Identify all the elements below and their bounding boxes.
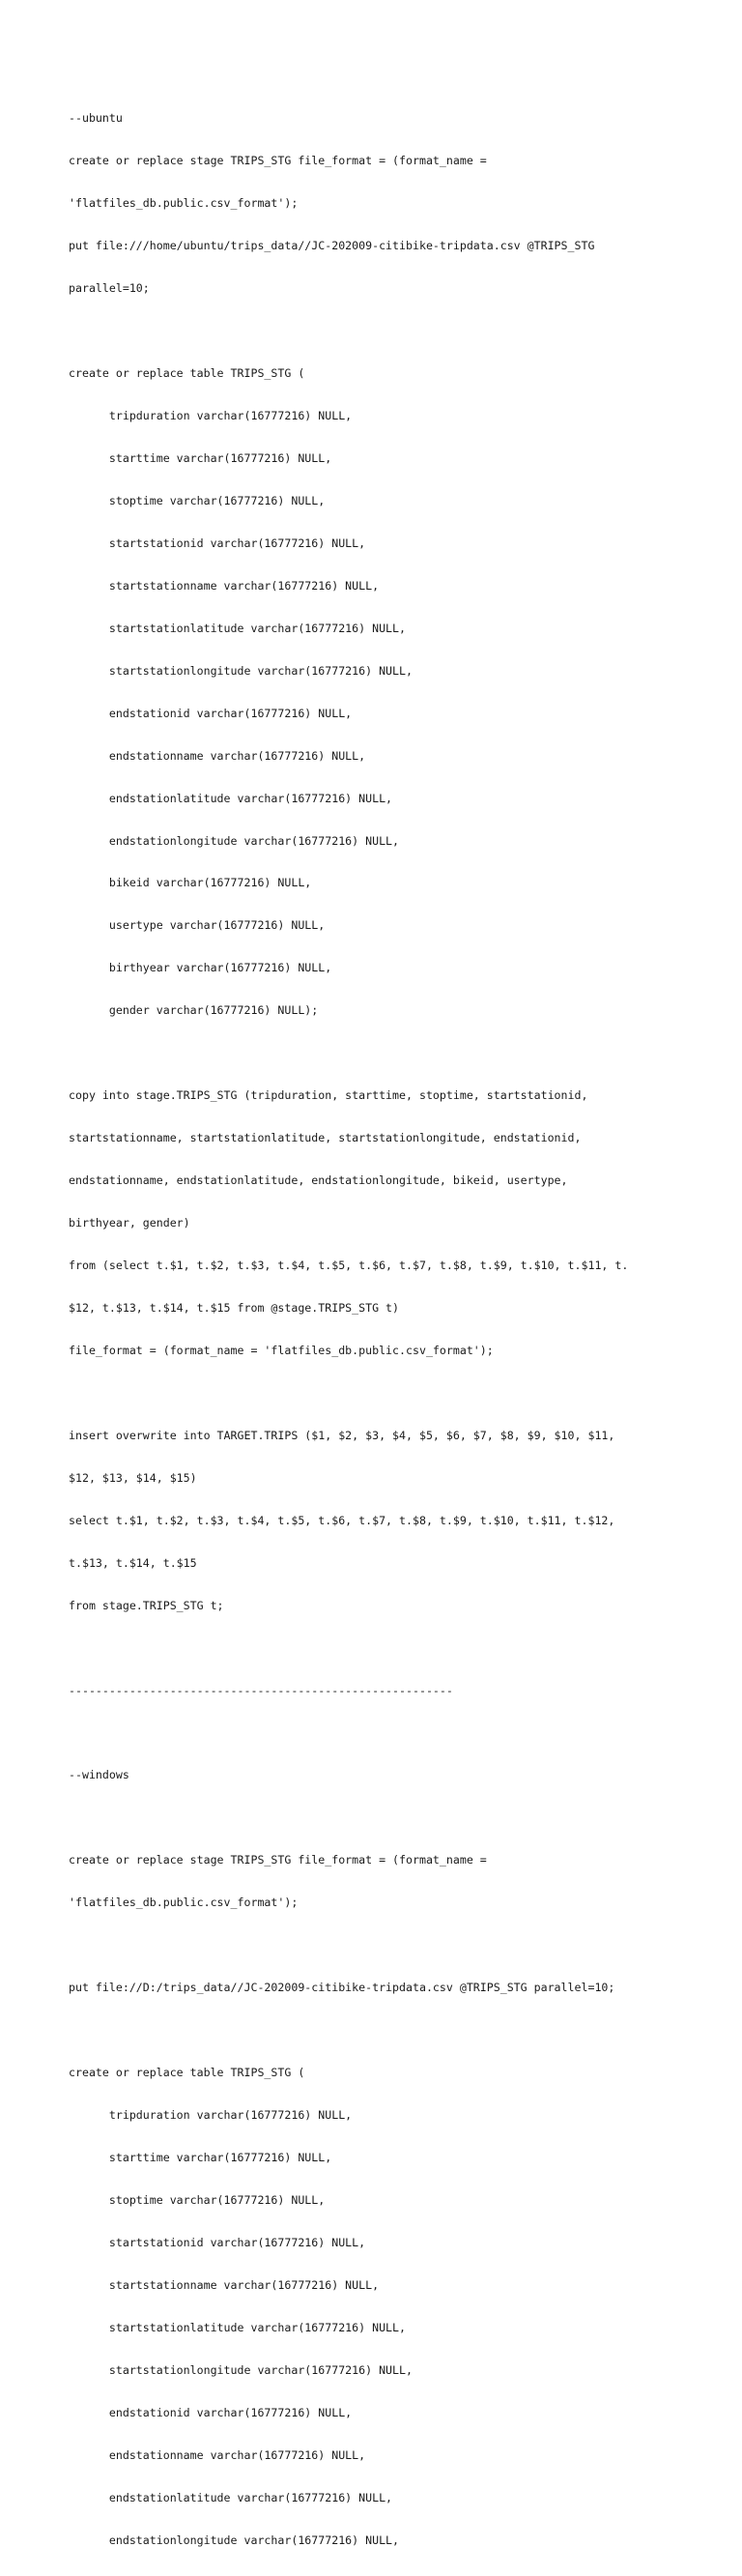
code-line	[69, 1726, 726, 1741]
code-line: put file://D:/trips_data//JC-202009-citibike-tripdata.csv @TRIPS_STG parallel=10;	[69, 1981, 615, 1995]
code-line: --windows	[69, 1768, 129, 1782]
code-line: startstationid varchar(16777216) NULL,	[69, 2235, 366, 2249]
code-line: endstationlongitude varchar(16777216) NULL,	[69, 2533, 400, 2547]
code-line: create or replace stage TRIPS_STG file_format = (format_name =	[69, 1853, 487, 1867]
code-line: $12, t.$13, t.$14, t.$15 from @stage.TRIPS_STG t)	[69, 1301, 400, 1315]
code-line: usertype varchar(16777216) NULL,	[69, 918, 326, 933]
code-block	[69, 83, 726, 2576]
code-line	[69, 1938, 726, 1953]
code-line: startstationname, startstationlatitude, startstationlongitude, endstationid,	[69, 1131, 582, 1145]
code-line: endstationid varchar(16777216) NULL,	[69, 706, 353, 720]
code-line: create or replace table TRIPS_STG (	[69, 366, 305, 381]
code-line: create or replace table TRIPS_STG (	[69, 2066, 305, 2080]
code-line: from stage.TRIPS_STG t;	[69, 1598, 224, 1612]
code-line: 'flatfiles_db.public.csv_format');	[69, 196, 299, 211]
code-line	[69, 324, 726, 338]
code-line: insert overwrite into TARGET.TRIPS ($1, $2, $3, $4, $5, $6, $7, $8, $9, $10, $11,	[69, 1428, 615, 1442]
code-line: create or replace stage TRIPS_STG file_format = (format_name =	[69, 154, 487, 168]
code-line: endstationname varchar(16777216) NULL,	[69, 748, 366, 763]
separator-line: ---------------------------------------------------------	[69, 1683, 453, 1697]
code-line: endstationname, endstationlatitude, endstationlongitude, bikeid, usertype,	[69, 1173, 568, 1188]
code-line	[69, 1641, 726, 1656]
code-line: endstationlatitude varchar(16777216) NULL,	[69, 791, 393, 805]
code-line: endstationid varchar(16777216) NULL,	[69, 2405, 353, 2419]
code-line: bikeid varchar(16777216) NULL,	[69, 876, 312, 890]
code-line: startstationname varchar(16777216) NULL,	[69, 578, 380, 593]
code-line: stoptime varchar(16777216) NULL,	[69, 493, 326, 507]
code-line: t.$13, t.$14, t.$15	[69, 1555, 197, 1570]
code-line: put file:///home/ubuntu/trips_data//JC-202009-citibike-tripdata.csv @TRIPS_STG	[69, 239, 595, 253]
code-line: select t.$1, t.$2, t.$3, t.$4, t.$5, t.$6, t.$7, t.$8, t.$9, t.$10, t.$11, t.$12,	[69, 1513, 615, 1527]
code-line: endstationlatitude varchar(16777216) NULL,	[69, 2490, 393, 2504]
code-line: birthyear, gender)	[69, 1216, 190, 1230]
code-line: startstationid varchar(16777216) NULL,	[69, 535, 366, 550]
code-line: $12, $13, $14, $15)	[69, 1470, 197, 1485]
code-line: startstationlongitude varchar(16777216) NULL,	[69, 2362, 413, 2377]
code-line: parallel=10;	[69, 281, 150, 296]
code-line: birthyear varchar(16777216) NULL,	[69, 961, 332, 975]
code-line: gender varchar(16777216) NULL);	[69, 1003, 319, 1018]
code-line: startstationlatitude varchar(16777216) NULL,	[69, 2320, 407, 2334]
code-line	[69, 1386, 726, 1401]
code-line: --ubuntu	[69, 111, 123, 126]
code-line	[69, 1046, 726, 1060]
code-line: from (select t.$1, t.$2, t.$3, t.$4, t.$5, t.$6, t.$7, t.$8, t.$9, t.$10, t.$11, t.	[69, 1259, 629, 1273]
code-line: tripduration varchar(16777216) NULL,	[69, 408, 353, 422]
code-line: endstationname varchar(16777216) NULL,	[69, 2447, 366, 2462]
code-line: endstationlongitude varchar(16777216) NULL,	[69, 833, 400, 848]
code-line: startstationlatitude varchar(16777216) NULL,	[69, 621, 407, 635]
code-line	[69, 2023, 726, 2038]
code-line: copy into stage.TRIPS_STG (tripduration, starttime, stoptime, startstationid,	[69, 1088, 588, 1103]
code-line: starttime varchar(16777216) NULL,	[69, 450, 332, 465]
code-line	[69, 1810, 726, 1825]
code-line: file_format = (format_name = 'flatfiles_db.public.csv_format');	[69, 1343, 494, 1357]
code-line: startstationname varchar(16777216) NULL,	[69, 2277, 380, 2292]
code-line: 'flatfiles_db.public.csv_format');	[69, 1896, 299, 1910]
code-line: tripduration varchar(16777216) NULL,	[69, 2108, 353, 2123]
code-line: stoptime varchar(16777216) NULL,	[69, 2193, 326, 2208]
code-line: startstationlongitude varchar(16777216) NULL,	[69, 663, 413, 678]
code-line: starttime varchar(16777216) NULL,	[69, 2151, 332, 2165]
